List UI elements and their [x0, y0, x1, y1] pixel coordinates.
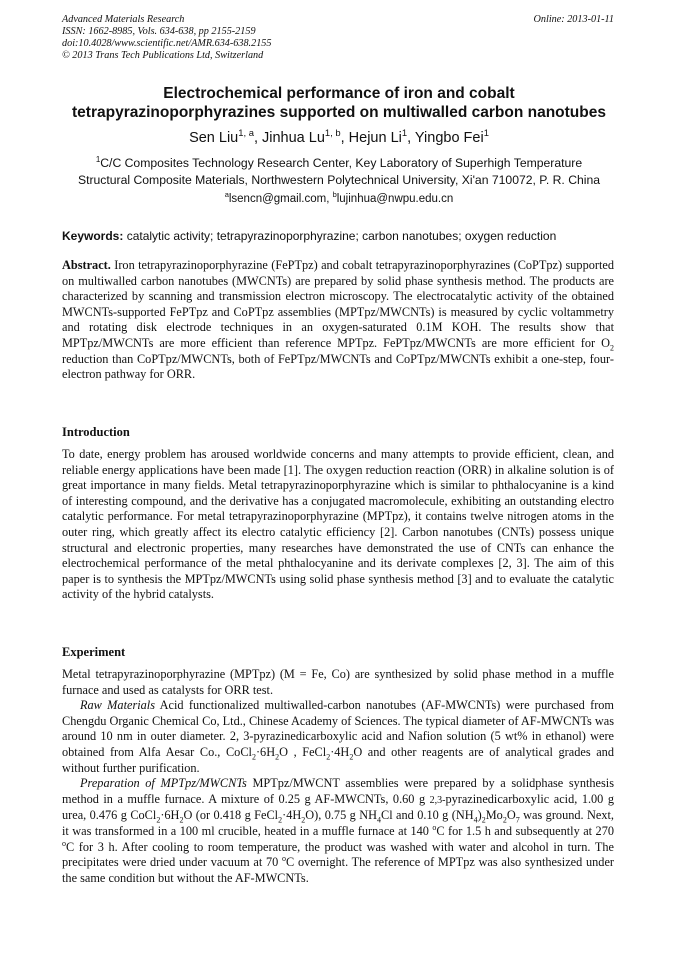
- issn: ISSN: 1662-8985, Vols. 634-638, pp 2155-2159: [62, 26, 256, 37]
- email-a[interactable]: lsencn@gmail.com: [228, 193, 327, 205]
- sub: 2: [278, 815, 283, 825]
- author-name: Sen Liu: [189, 130, 239, 146]
- prep-text: pyrazinedicarboxylic acid, 1.00 g urea, 0.476 g CoCl: [62, 791, 614, 823]
- degree-sup: o: [282, 854, 287, 864]
- author-sep: ,: [407, 130, 415, 146]
- author-sup: 1: [401, 127, 408, 139]
- online-date: Online: 2013-01-11: [533, 14, 614, 25]
- prep-text: O: [506, 808, 516, 823]
- experiment-text: [62, 667, 614, 886]
- affiliation-line-1: [40, 155, 638, 172]
- author-sup: 1, a: [238, 127, 254, 139]
- intro-text: [62, 447, 614, 603]
- sub: 2: [275, 752, 280, 762]
- abstract-sub: 2: [610, 343, 614, 353]
- keywords-label: Keywords:: [62, 229, 124, 243]
- author-name: Jinhua Lu: [262, 130, 325, 146]
- title-line-2: tetrapyrazinoporphyrazines supported on multiwalled carbon nanotubes: [72, 104, 606, 121]
- prep-text: Mo: [485, 808, 503, 823]
- raw-materials-label: Raw Materials: [80, 698, 156, 713]
- preparation-label: Preparation of MPTpz/MWCNTs: [80, 776, 247, 791]
- raw-text: Acid functionalized multiwalled-carbon nanotubes (AF-MWCNTs) were purchased from Chengdu Organic Chemical Co, Ltd., Chinese Academy of Sciences. The typical diameter of AF-MWCNTs was around 10 nm in outer diameter. 2, 3-pyrazinedicarboxylic acid and Nafion solution (5 wt% in ethanol) were obtained from Alfa Aesar Co., CoCl: [62, 698, 615, 759]
- author-name: Yingbo Fei: [414, 130, 484, 146]
- experiment-heading: Experiment: [62, 645, 126, 659]
- affiliation-sup: 1: [95, 154, 101, 164]
- raw-text: ·4H: [330, 744, 350, 759]
- prep-text: ·6H: [160, 808, 180, 823]
- prep-text: ·4H: [282, 808, 302, 823]
- paper-title: [40, 84, 638, 122]
- degree-sup: o: [432, 822, 437, 832]
- abstract: [62, 258, 614, 383]
- author-sep: ,: [340, 130, 349, 146]
- abstract-label: Abstract.: [62, 258, 111, 272]
- author-sep: ,: [253, 130, 263, 146]
- author-sup: 1, b: [324, 127, 341, 139]
- preparation-paragraph: [62, 776, 614, 886]
- sub: 2: [179, 815, 184, 825]
- author-sup: 1: [483, 127, 489, 139]
- raw-text: O and other reagents are of analytical grades and without further purification.: [62, 744, 614, 775]
- affiliation-line-2: Structural Composite Materials, Northwestern Polytechnical University, Xi'an 710072, P. R. China: [77, 173, 601, 187]
- prep-text: 2,3-: [429, 794, 446, 806]
- email-b[interactable]: lujinhua@nwpu.edu.cn: [336, 193, 454, 205]
- email-b-sup: b: [332, 190, 337, 200]
- raw-text: O , FeCl: [279, 744, 327, 759]
- intro-paragraph: To date, energy problem has aroused worldwide concerns and many attempts to provide efficient, clean, and reliable energy applications have been made [1]. The oxygen reduction reaction (ORR) in alkaline solution is of great importance in many fields. Metal tetrapyrazinoporphyrazine which is similar to phthalocyanine is a kind of interesting compound, and the derivative has a conjugated macromolecule, exhibiting an outstanding electro catalytic performance. For metal tetrapyrazinoporphyrazine (MPTpz), it contains twelve nitrogen atoms in the outer ring, which greatly affect its electro catalytic efficiency [2]. Carbon nanotubes (CNTs) possess unique structural and electronic properties, many researches have demonstrated the use of CNTs can enhance the electrochemical performance of the metal phthalocyanine and its derivate complexes [2, 3]. The aim of this paper is to synthesis the MPTpz/MWCNTs using solid phase synthesis method [3] and to evaluate the catalytic activity of the hybrid catalysts.: [62, 447, 614, 602]
- email-a-sup: a: [224, 190, 229, 200]
- sub: 7: [515, 815, 520, 825]
- sub: 2: [301, 815, 306, 825]
- author-emails: [40, 190, 638, 205]
- degree-sup: o: [62, 838, 66, 848]
- author-name: Hejun Li: [348, 130, 402, 146]
- sub: 2: [481, 815, 486, 825]
- prep-text: O (or 0.418 g FeCl: [183, 808, 279, 823]
- doi: doi:10.4028/www.scientific.net/AMR.634-638.2155: [62, 38, 272, 49]
- sub: 2: [156, 815, 161, 825]
- keywords-text: catalytic activity; tetrapyrazinoporphyrazine; carbon nanotubes; oxygen reduction: [123, 229, 557, 243]
- experiment-paragraph-1: Metal tetrapyrazinoporphyrazine (MPTpz) (M = Fe, Co) are synthesized by solid phase method in a muffle furnace and used as catalysts for ORR test.: [62, 667, 614, 697]
- copyright: © 2013 Trans Tech Publications Ltd, Switzerland: [62, 50, 264, 61]
- prep-text: Cl and 0.10 g (NH: [381, 808, 474, 823]
- journal-header: [62, 14, 271, 62]
- sub: 2: [502, 815, 507, 825]
- prep-text: C overnight. The reference of MPTpz was also synthesized under the same condition but without the AF-MWCNTs.: [62, 855, 614, 885]
- sub: 2: [251, 752, 256, 762]
- raw-text: ·6H: [255, 744, 276, 759]
- affiliation-text-1: C/C Composites Technology Research Center, Key Laboratory of Superhigh Temperature: [100, 156, 583, 170]
- prep-text: O), 0.75 g NH: [305, 808, 377, 823]
- title-line-1: Electrochemical performance of iron and cobalt: [163, 85, 515, 102]
- affiliation: [40, 155, 638, 189]
- raw-materials-paragraph: [62, 698, 614, 776]
- abstract-text-1: Iron tetrapyrazinoporphyrazine (FePTpz) and cobalt tetrapyrazinoporphyrazines (CoPTpz) supported on multiwalled carbon nanotubes (MWCNTs) are prepared by solid phase synthesis method. The products are characterized by scanning and transmission electron microscopy. The electrocatalytic activity of the obtained MWCNTs-supported FePTpz and CoPTpz assemblies (MPTpz/MWCNTs) is measured by cyclic voltammetry and rotating disk electrode techniques in an oxygen-saturated 0.1M KOH. The results show that MPTpz/MWCNTs are more efficient than reference MPTpz. FePTpz/MWCNTs are more efficient for O: [62, 258, 614, 350]
- sub: 4: [377, 815, 381, 825]
- abstract-text-2: reduction than CoPTpz/MWCNTs, both of FePTpz/MWCNTs and CoPTpz/MWCNTs exhibit a one-step, four-electron pathway for ORR.: [62, 351, 614, 382]
- prep-text: was ground. Next, it was transformed in a 100 ml crucible, heated in a muffle furnace at 140: [62, 808, 614, 838]
- prep-text: MPTpz/MWCNT assemblies were prepared by a solidphase synthesis method in a muffle furnace. A mixture of 0.25 g AF-MWCNTs, 0.60 g: [62, 776, 614, 806]
- author-list: [40, 127, 638, 146]
- prep-text: C for 3 h. After cooling to room temperature, the product was washed with water and alcohol in turn. The precipitates were dried under vacuum at 70: [62, 839, 614, 870]
- keywords: [62, 229, 618, 243]
- sub: 2: [349, 752, 354, 762]
- email-sep: ,: [326, 193, 333, 205]
- sub: 4: [473, 815, 478, 825]
- prep-text: C for 1.5 h and subsequently at 270: [436, 823, 614, 838]
- intro-heading: Introduction: [62, 425, 130, 439]
- sub: 2: [326, 752, 331, 762]
- prep-text: ): [477, 808, 482, 823]
- journal-name: Advanced Materials Research: [62, 14, 185, 25]
